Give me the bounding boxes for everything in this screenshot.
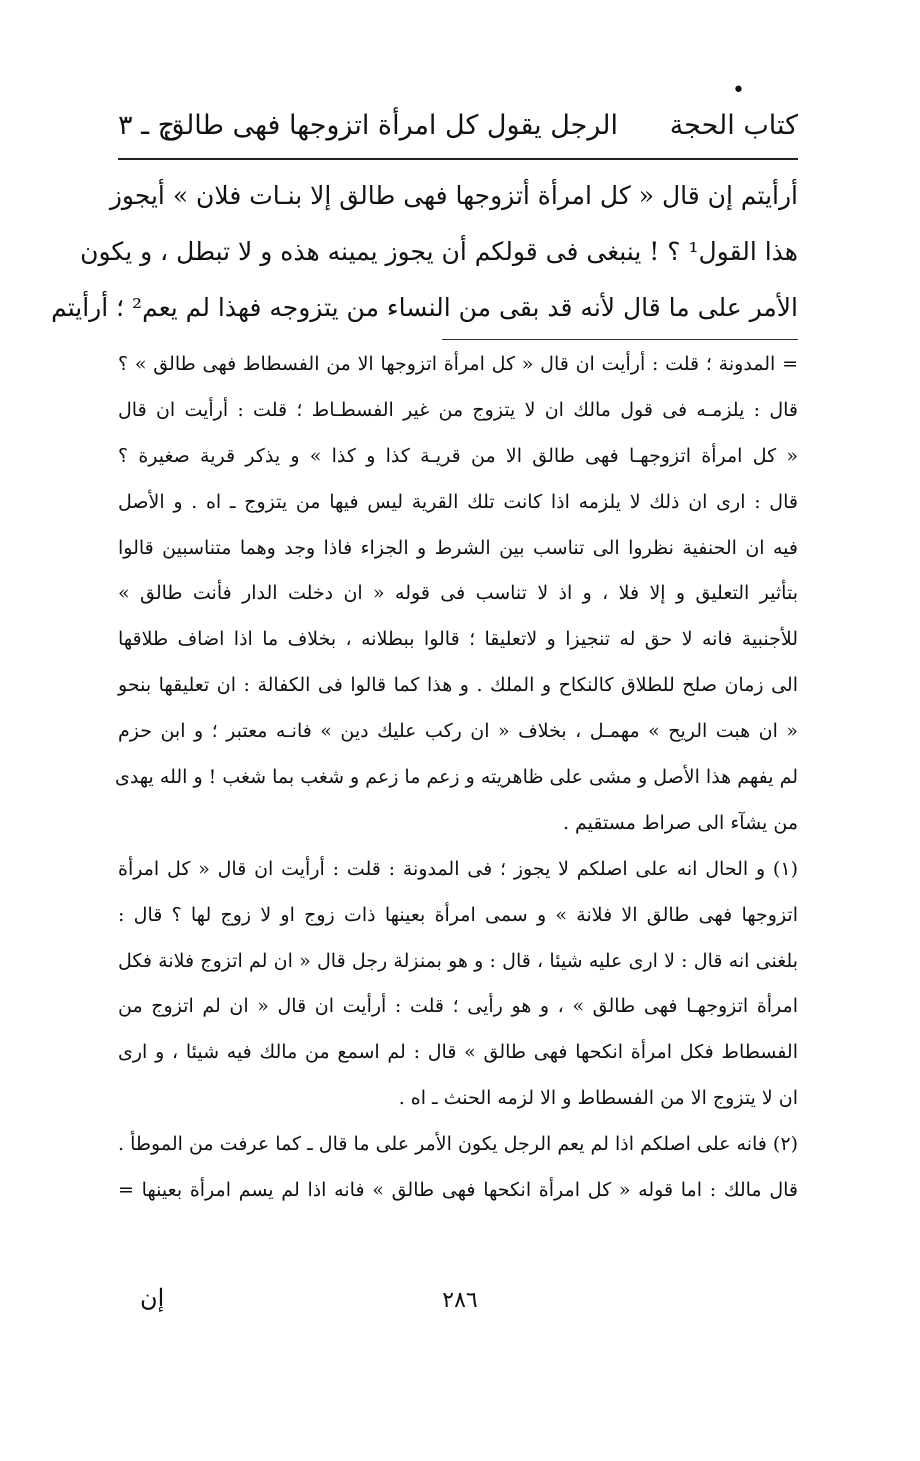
- chapter-title: الرجل يقول كل امرأة اتزوجها فهى طالق: [163, 110, 618, 141]
- volume-number: ج ـ ٣: [118, 110, 176, 141]
- catchword: إن: [140, 1284, 165, 1312]
- running-header: [118, 104, 798, 148]
- main-line: أرأيتم إن قال « كل امرأة أتزوجها فهى طالق إلا بنـات فلان » أيجوز: [109, 181, 798, 210]
- footnote-line: قال : يلزمـه فى قول مالك ان لا يتزوج من غير الفسطـاط ؛ قلت : أرأيت ان قال: [118, 398, 798, 421]
- footnote-line: (١) و الحال انه على اصلكم لا يجوز ؛ فى المدونة : قلت : أرأيت ان قال « كل امرأة: [118, 857, 798, 880]
- footnote-rule: [442, 339, 798, 340]
- footnote-line: من يشآء الى صراط مستقيم .: [562, 811, 798, 834]
- ink-dot: •: [732, 78, 745, 103]
- footnote-line: لم يفهم هذا الأصل و مشى على ظاهريته و زعم ما زعم و شغب بما شغب ! و الله يهدى: [114, 766, 798, 789]
- footnote-line: امرأة اتزوجهـا فهى طالق » ، و هو رأيى ؛ قلت : أرأيت ان قال « ان لم اتزوج من: [118, 995, 798, 1018]
- footnote-line: اتزوجها فهى طالق الا فلانة » و سمى امرأة بعينها ذات زوج او لا زوج لها ؟ قال :: [118, 903, 798, 926]
- footnote-line: الفسطاط فكل امرأة انكحها فهى طالق » قال : لم اسمع من مالك فيه شيئا ، و ارى: [118, 1041, 798, 1064]
- footnote-line: = المدونة ؛ قلت : أرأيت ان قال « كل امرأة اتزوجها الا من الفسطاط فهى طالق » ؟: [118, 353, 798, 375]
- footnotes: [114, 342, 798, 1214]
- footnote-line: فيه ان الحنفية نظروا الى تناسب بين الشرط و الجزاء فاذا وجد وهما متناسبين قالوا: [118, 536, 798, 559]
- footnote-line: قال مالك : اما قوله « كل امرأة انكحها فهى طالق » فانه اذا لم يسم امرأة بعينها =: [118, 1179, 798, 1202]
- footnote-line: « كل امرأة اتزوجهـا فهى طالق الا من قريـة كذا و كذا » و يذكر قرية صغيرة ؟: [118, 444, 798, 467]
- footnote-line: الى زمان صلح للطلاق كالنكاح و الملك . و هذا كما قالوا فى الكفالة : ان تعليقها بنحو: [118, 674, 798, 697]
- footnote-line: بلغنى انه قال : لا ارى عليه شيئا ، قال : و هو بمنزلة رجل قال « ان لم اتزوج فلانة فكل: [118, 949, 798, 972]
- page-number: ٢٨٦: [442, 1288, 478, 1313]
- header-rule: [118, 158, 798, 160]
- main-text: [51, 168, 798, 336]
- footnote-line: بتأثير التعليق و إلا فلا ، و اذ لا تناسب فى قوله « ان دخلت الدار فأنت طالق »: [118, 582, 798, 605]
- footnote-line: قال : ارى ان ذلك لا يلزمه اذا كانت تلك القرية ليس فيها من يتزوج ـ اه . و الأصل: [118, 490, 798, 513]
- footnote-line: (٢) فانه على اصلكم اذا لم يعم الرجل يكون الأمر على ما قال ـ كما عرفت من الموطأ .: [118, 1133, 798, 1156]
- main-line: هذا القول¹ ؟ ! ينبغى فى قولكم أن يجوز يمينه هذه و لا تبطل ، و يكون: [80, 237, 798, 266]
- book-title: كتاب الحجة: [669, 110, 798, 141]
- footnote-line: للأجنبية فانه لا حق له تنجيزا و لاتعليقا ؛ قالوا ببطلانه ، بخلاف ما اذا اضاف طلاقها: [118, 628, 798, 651]
- footnote-line: « ان هبت الريح » مهمـل ، بخلاف « ان ركب عليك دين » فانـه معتبر ؛ و ابن حزم: [118, 720, 798, 743]
- footnote-line: ان لا يتزوج الا من الفسطاط و الا لزمه الحنث ـ اه .: [398, 1087, 798, 1110]
- main-line: الأمر على ما قال لأنه قد بقى من النساء من يتزوجه فهذا لم يعم² ؛ أرأيتم: [51, 293, 798, 322]
